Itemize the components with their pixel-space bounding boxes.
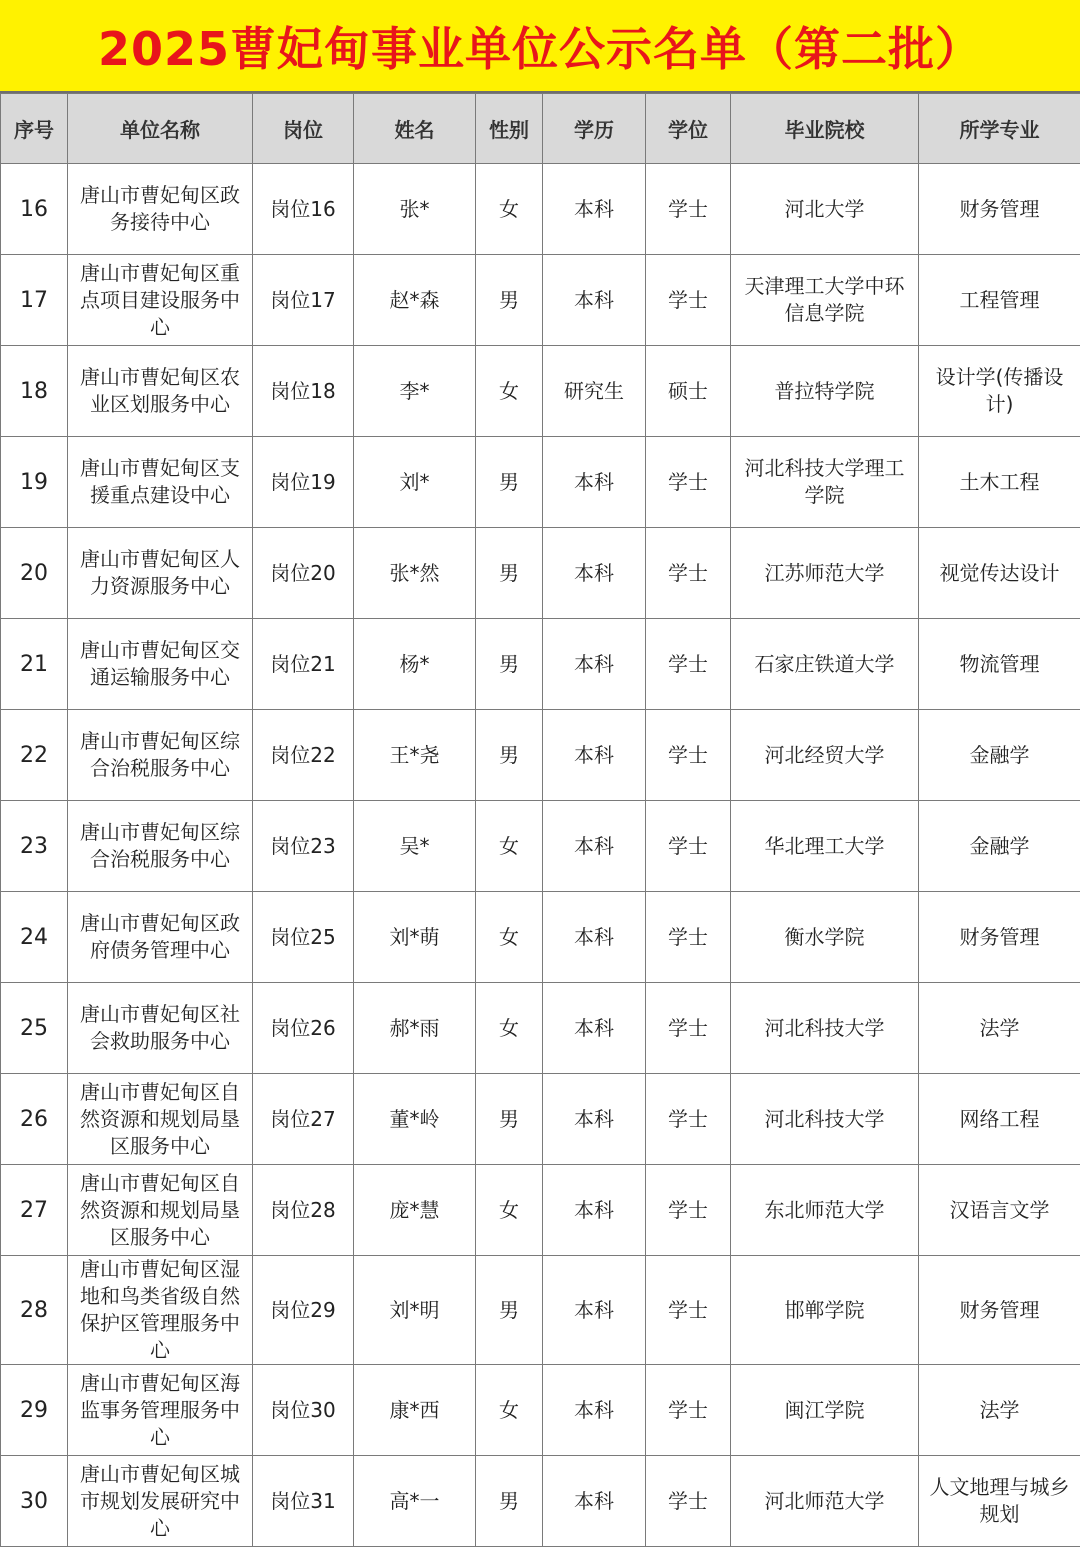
cell-major: 网络工程 xyxy=(919,1074,1080,1165)
cell-post: 岗位16 xyxy=(253,164,354,255)
cell-major: 财务管理 xyxy=(919,892,1080,983)
cell-serial: 16 xyxy=(1,164,68,255)
cell-post: 岗位18 xyxy=(253,346,354,437)
cell-degree: 学士 xyxy=(646,1256,731,1365)
cell-unit: 唐山市曹妃甸区湿地和鸟类省级自然保护区管理服务中心 xyxy=(68,1256,253,1365)
cell-gender: 男 xyxy=(476,1074,543,1165)
cell-school: 闽江学院 xyxy=(731,1365,919,1456)
table-row xyxy=(1,164,1080,255)
cell-school: 河北师范大学 xyxy=(731,1456,919,1547)
cell-name: 张*然 xyxy=(354,528,476,619)
cell-unit: 唐山市曹妃甸区综合治税服务中心 xyxy=(68,801,253,892)
cell-serial: 19 xyxy=(1,437,68,528)
header-education: 学历 xyxy=(543,94,646,164)
header-school: 毕业院校 xyxy=(731,94,919,164)
table-row xyxy=(1,710,1080,801)
cell-education: 本科 xyxy=(543,801,646,892)
cell-major: 人文地理与城乡规划 xyxy=(919,1456,1080,1547)
cell-unit: 唐山市曹妃甸区支援重点建设中心 xyxy=(68,437,253,528)
table-row xyxy=(1,528,1080,619)
cell-school: 江苏师范大学 xyxy=(731,528,919,619)
cell-school: 邯郸学院 xyxy=(731,1256,919,1365)
cell-name: 刘* xyxy=(354,437,476,528)
cell-post: 岗位22 xyxy=(253,710,354,801)
table-header-row xyxy=(1,94,1080,164)
cell-gender: 女 xyxy=(476,1365,543,1456)
cell-serial: 23 xyxy=(1,801,68,892)
cell-major: 法学 xyxy=(919,983,1080,1074)
cell-education: 本科 xyxy=(543,1165,646,1256)
cell-school: 河北科技大学 xyxy=(731,1074,919,1165)
cell-school: 河北科技大学理工学院 xyxy=(731,437,919,528)
cell-post: 岗位30 xyxy=(253,1365,354,1456)
cell-education: 本科 xyxy=(543,1456,646,1547)
cell-name: 高*一 xyxy=(354,1456,476,1547)
cell-serial: 30 xyxy=(1,1456,68,1547)
cell-school: 天津理工大学中环信息学院 xyxy=(731,255,919,346)
cell-education: 研究生 xyxy=(543,346,646,437)
cell-post: 岗位26 xyxy=(253,983,354,1074)
cell-school: 衡水学院 xyxy=(731,892,919,983)
cell-education: 本科 xyxy=(543,437,646,528)
table-row xyxy=(1,892,1080,983)
cell-degree: 学士 xyxy=(646,801,731,892)
cell-degree: 硕士 xyxy=(646,346,731,437)
cell-degree: 学士 xyxy=(646,164,731,255)
cell-post: 岗位23 xyxy=(253,801,354,892)
cell-gender: 女 xyxy=(476,164,543,255)
cell-major: 汉语言文学 xyxy=(919,1165,1080,1256)
cell-education: 本科 xyxy=(543,164,646,255)
cell-education: 本科 xyxy=(543,1074,646,1165)
cell-name: 刘*明 xyxy=(354,1256,476,1365)
cell-name: 庞*慧 xyxy=(354,1165,476,1256)
cell-degree: 学士 xyxy=(646,437,731,528)
cell-degree: 学士 xyxy=(646,1165,731,1256)
cell-gender: 男 xyxy=(476,619,543,710)
cell-major: 金融学 xyxy=(919,710,1080,801)
cell-school: 河北经贸大学 xyxy=(731,710,919,801)
cell-gender: 女 xyxy=(476,801,543,892)
cell-serial: 18 xyxy=(1,346,68,437)
cell-unit: 唐山市曹妃甸区人力资源服务中心 xyxy=(68,528,253,619)
cell-name: 吴* xyxy=(354,801,476,892)
cell-gender: 男 xyxy=(476,528,543,619)
cell-degree: 学士 xyxy=(646,255,731,346)
cell-degree: 学士 xyxy=(646,1074,731,1165)
cell-education: 本科 xyxy=(543,528,646,619)
cell-unit: 唐山市曹妃甸区政府债务管理中心 xyxy=(68,892,253,983)
cell-school: 东北师范大学 xyxy=(731,1165,919,1256)
table-row xyxy=(1,1456,1080,1547)
table-row xyxy=(1,619,1080,710)
cell-major: 设计学(传播设计) xyxy=(919,346,1080,437)
cell-serial: 24 xyxy=(1,892,68,983)
header-unit: 单位名称 xyxy=(68,94,253,164)
cell-education: 本科 xyxy=(543,1365,646,1456)
cell-post: 岗位27 xyxy=(253,1074,354,1165)
cell-gender: 女 xyxy=(476,346,543,437)
cell-post: 岗位19 xyxy=(253,437,354,528)
cell-unit: 唐山市曹妃甸区自然资源和规划局垦区服务中心 xyxy=(68,1074,253,1165)
cell-name: 赵*森 xyxy=(354,255,476,346)
cell-major: 视觉传达设计 xyxy=(919,528,1080,619)
cell-degree: 学士 xyxy=(646,892,731,983)
cell-name: 杨* xyxy=(354,619,476,710)
cell-unit: 唐山市曹妃甸区城市规划发展研究中心 xyxy=(68,1456,253,1547)
cell-unit: 唐山市曹妃甸区交通运输服务中心 xyxy=(68,619,253,710)
cell-major: 土木工程 xyxy=(919,437,1080,528)
cell-major: 金融学 xyxy=(919,801,1080,892)
cell-name: 董*岭 xyxy=(354,1074,476,1165)
cell-unit: 唐山市曹妃甸区重点项目建设服务中心 xyxy=(68,255,253,346)
cell-major: 财务管理 xyxy=(919,1256,1080,1365)
cell-degree: 学士 xyxy=(646,983,731,1074)
cell-serial: 17 xyxy=(1,255,68,346)
cell-education: 本科 xyxy=(543,1256,646,1365)
header-major: 所学专业 xyxy=(919,94,1080,164)
header-degree: 学位 xyxy=(646,94,731,164)
table-row xyxy=(1,1256,1080,1365)
cell-unit: 唐山市曹妃甸区海监事务管理服务中心 xyxy=(68,1365,253,1456)
candidate-table xyxy=(0,93,1080,1547)
cell-degree: 学士 xyxy=(646,1456,731,1547)
cell-education: 本科 xyxy=(543,983,646,1074)
cell-gender: 女 xyxy=(476,983,543,1074)
cell-unit: 唐山市曹妃甸区社会救助服务中心 xyxy=(68,983,253,1074)
header-name: 姓名 xyxy=(354,94,476,164)
cell-unit: 唐山市曹妃甸区自然资源和规划局垦区服务中心 xyxy=(68,1165,253,1256)
table-body xyxy=(1,164,1080,1547)
cell-gender: 男 xyxy=(476,710,543,801)
table-row xyxy=(1,437,1080,528)
cell-post: 岗位28 xyxy=(253,1165,354,1256)
cell-major: 法学 xyxy=(919,1365,1080,1456)
table-row xyxy=(1,346,1080,437)
cell-education: 本科 xyxy=(543,710,646,801)
cell-gender: 男 xyxy=(476,255,543,346)
cell-serial: 27 xyxy=(1,1165,68,1256)
cell-education: 本科 xyxy=(543,892,646,983)
header-post: 岗位 xyxy=(253,94,354,164)
cell-degree: 学士 xyxy=(646,619,731,710)
cell-school: 石家庄铁道大学 xyxy=(731,619,919,710)
cell-name: 郝*雨 xyxy=(354,983,476,1074)
cell-degree: 学士 xyxy=(646,528,731,619)
table-row xyxy=(1,255,1080,346)
cell-post: 岗位25 xyxy=(253,892,354,983)
cell-major: 物流管理 xyxy=(919,619,1080,710)
table-row xyxy=(1,1165,1080,1256)
cell-school: 河北科技大学 xyxy=(731,983,919,1074)
table-row xyxy=(1,983,1080,1074)
cell-unit: 唐山市曹妃甸区综合治税服务中心 xyxy=(68,710,253,801)
cell-major: 财务管理 xyxy=(919,164,1080,255)
cell-post: 岗位21 xyxy=(253,619,354,710)
table-row xyxy=(1,1365,1080,1456)
cell-post: 岗位31 xyxy=(253,1456,354,1547)
cell-major: 工程管理 xyxy=(919,255,1080,346)
cell-school: 普拉特学院 xyxy=(731,346,919,437)
cell-post: 岗位17 xyxy=(253,255,354,346)
cell-gender: 男 xyxy=(476,437,543,528)
header-serial: 序号 xyxy=(1,94,68,164)
cell-school: 河北大学 xyxy=(731,164,919,255)
cell-education: 本科 xyxy=(543,619,646,710)
cell-school: 华北理工大学 xyxy=(731,801,919,892)
cell-name: 李* xyxy=(354,346,476,437)
cell-serial: 28 xyxy=(1,1256,68,1365)
cell-degree: 学士 xyxy=(646,1365,731,1456)
title-banner xyxy=(0,0,1080,93)
cell-post: 岗位20 xyxy=(253,528,354,619)
cell-degree: 学士 xyxy=(646,710,731,801)
page-title: 2025曹妃甸事业单位公示名单（第二批） xyxy=(98,13,982,79)
cell-gender: 男 xyxy=(476,1256,543,1365)
cell-education: 本科 xyxy=(543,255,646,346)
cell-name: 康*西 xyxy=(354,1365,476,1456)
cell-unit: 唐山市曹妃甸区农业区划服务中心 xyxy=(68,346,253,437)
cell-name: 刘*萌 xyxy=(354,892,476,983)
cell-name: 张* xyxy=(354,164,476,255)
header-gender: 性别 xyxy=(476,94,543,164)
cell-gender: 女 xyxy=(476,1165,543,1256)
cell-name: 王*尧 xyxy=(354,710,476,801)
cell-serial: 25 xyxy=(1,983,68,1074)
table-row xyxy=(1,1074,1080,1165)
cell-serial: 21 xyxy=(1,619,68,710)
cell-unit: 唐山市曹妃甸区政务接待中心 xyxy=(68,164,253,255)
cell-gender: 男 xyxy=(476,1456,543,1547)
cell-serial: 26 xyxy=(1,1074,68,1165)
cell-gender: 女 xyxy=(476,892,543,983)
cell-serial: 22 xyxy=(1,710,68,801)
cell-serial: 20 xyxy=(1,528,68,619)
cell-serial: 29 xyxy=(1,1365,68,1456)
cell-post: 岗位29 xyxy=(253,1256,354,1365)
table-row xyxy=(1,801,1080,892)
